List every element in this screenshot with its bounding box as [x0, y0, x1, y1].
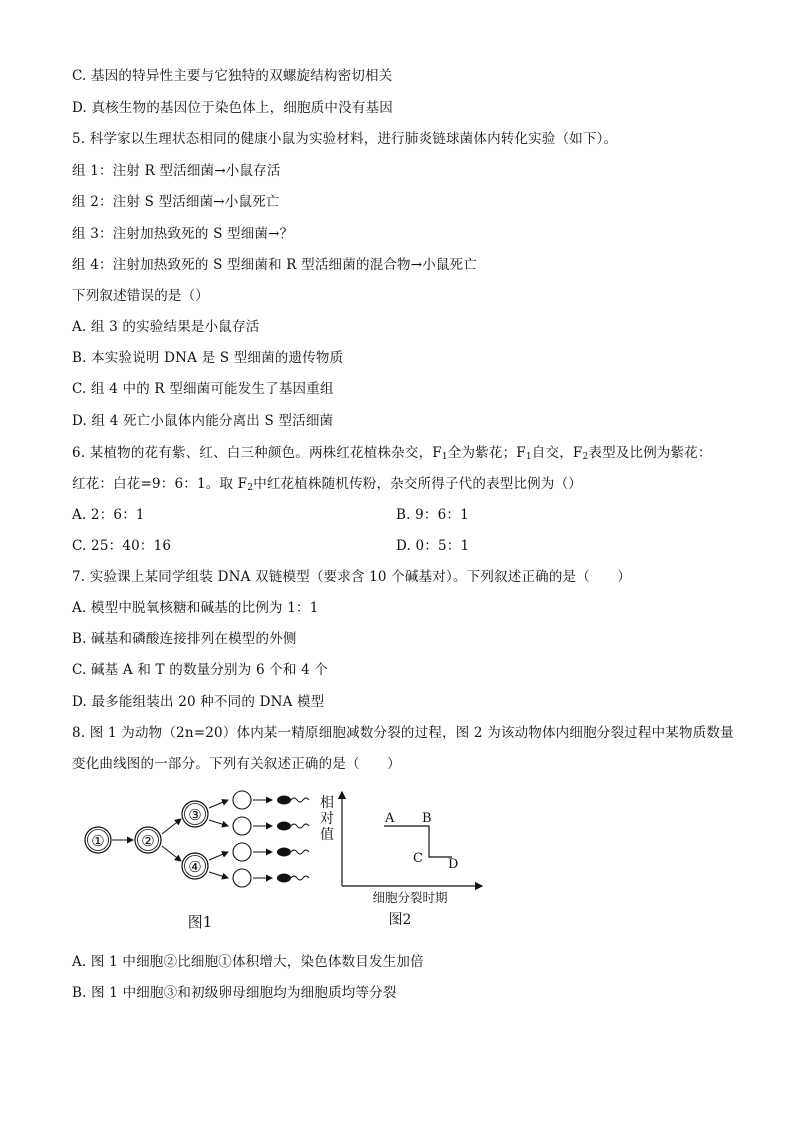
option-b-q5: B. 本实验说明 DNA 是 S 型细菌的遗传物质	[72, 350, 344, 366]
option-d-q4: D. 真核生物的基因位于染色体上，细胞质中没有基因	[72, 100, 393, 116]
figure-1-and-2	[78, 786, 498, 936]
cell-4	[182, 853, 208, 879]
spermatid-4	[233, 869, 251, 887]
sperm-4	[277, 874, 309, 883]
svg-text:④: ④	[188, 858, 202, 876]
y-label-char-3: 值	[320, 827, 334, 843]
question-5-prompt: 下列叙述错误的是（）	[72, 288, 209, 304]
sperm-3	[277, 848, 309, 857]
option-b-q7: B. 碱基和磷酸连接排列在模型的外侧	[72, 631, 297, 647]
option-c-q5: C. 组 4 中的 R 型细菌可能发生了基因重组	[72, 381, 334, 397]
group-4: 组 4：注射加热致死的 S 型细菌和 R 型活细菌的混合物→小鼠死亡	[72, 257, 478, 273]
option-b-q8: B. 图 1 中细胞③和初级卵母细胞均为细胞质均等分裂	[72, 985, 397, 1001]
spermatid-3	[233, 843, 251, 861]
spermatid-2	[233, 817, 251, 835]
option-d-q6: D. 0：5：1	[396, 538, 470, 554]
figure-1-caption: 图1	[187, 913, 213, 931]
option-d-q7: D. 最多能组装出 20 种不同的 DNA 模型	[72, 694, 325, 710]
question-5-stem: 5. 科学家以生理状态相同的健康小鼠为实验材料，进行肺炎链球菌体内转化实验（如下）。	[72, 131, 618, 147]
point-b-label: B	[422, 811, 432, 826]
option-a-q5: A. 组 3 的实验结果是小鼠存活	[72, 319, 260, 335]
question-8-stem-line1: 8. 图 1 为动物（2n=20）体内某一精原细胞减数分裂的过程，图 2 为该动物体内细胞分裂过程中某物质数量	[72, 725, 734, 741]
svg-text:②: ②	[141, 832, 155, 850]
point-c-label: C	[413, 851, 423, 866]
option-a-q6: A. 2：6：1	[72, 507, 145, 523]
cell-2	[135, 827, 161, 853]
figure-2-chart	[320, 792, 482, 928]
option-c-q4: C. 基因的特异性主要与它独特的双螺旋结构密切相关	[72, 68, 393, 84]
option-c-q6: C. 25：40：16	[72, 538, 172, 554]
y-label-char-2: 对	[320, 811, 334, 827]
question-6-stem-line2: 红花：白花=9：6：1。取 $F_2$中红花植株随机传粉，杂交所得子代的表型比例为（）	[72, 476, 582, 493]
option-c-q7: C. 碱基 A 和 T 的数量分别为 6 个和 4 个	[72, 662, 329, 678]
point-d-label: D	[448, 857, 459, 872]
sperm-1	[277, 796, 309, 805]
cell-1	[85, 827, 111, 853]
group-1: 组 1：注射 R 型活细菌→小鼠存活	[72, 163, 281, 179]
x-axis-label: 细胞分裂时期	[372, 890, 448, 905]
svg-text:③: ③	[188, 806, 202, 824]
svg-text:①: ①	[91, 832, 105, 850]
group-3: 组 3：注射加热致死的 S 型细菌→？	[72, 226, 294, 242]
figure-1-diagram	[85, 791, 309, 931]
cell-3	[182, 801, 208, 827]
figure-2-caption: 图2	[388, 912, 412, 928]
option-b-q6: B. 9：6：1	[396, 507, 469, 523]
sperm-2	[277, 822, 309, 831]
question-7-stem: 7. 实验课上某同学组装 DNA 双链模型（要求含 10 个碱基对）。下列叙述正确的是（ ）	[72, 569, 632, 585]
y-label-char-1: 相	[320, 795, 334, 811]
spermatid-1	[233, 791, 251, 809]
option-a-q7: A. 模型中脱氧核糖和碱基的比例为 1：1	[72, 600, 319, 616]
option-a-q8: A. 图 1 中细胞②比细胞①体积增大，染色体数目发生加倍	[72, 954, 424, 970]
question-8-stem-line2: 变化曲线图的一部分。下列有关叙述正确的是（ ）	[72, 756, 401, 772]
option-d-q5: D. 组 4 死亡小鼠体内能分离出 S 型活细菌	[72, 413, 334, 429]
group-2: 组 2：注射 S 型活细菌→小鼠死亡	[72, 194, 280, 210]
point-a-label: A	[385, 811, 395, 826]
question-6-stem-line1: 6. 某植物的花有紫、红、白三种颜色。两株红花植株杂交，$F_1$全为紫花；$F_1$自交，$F_2$表型及比例为紫花：	[72, 445, 712, 462]
